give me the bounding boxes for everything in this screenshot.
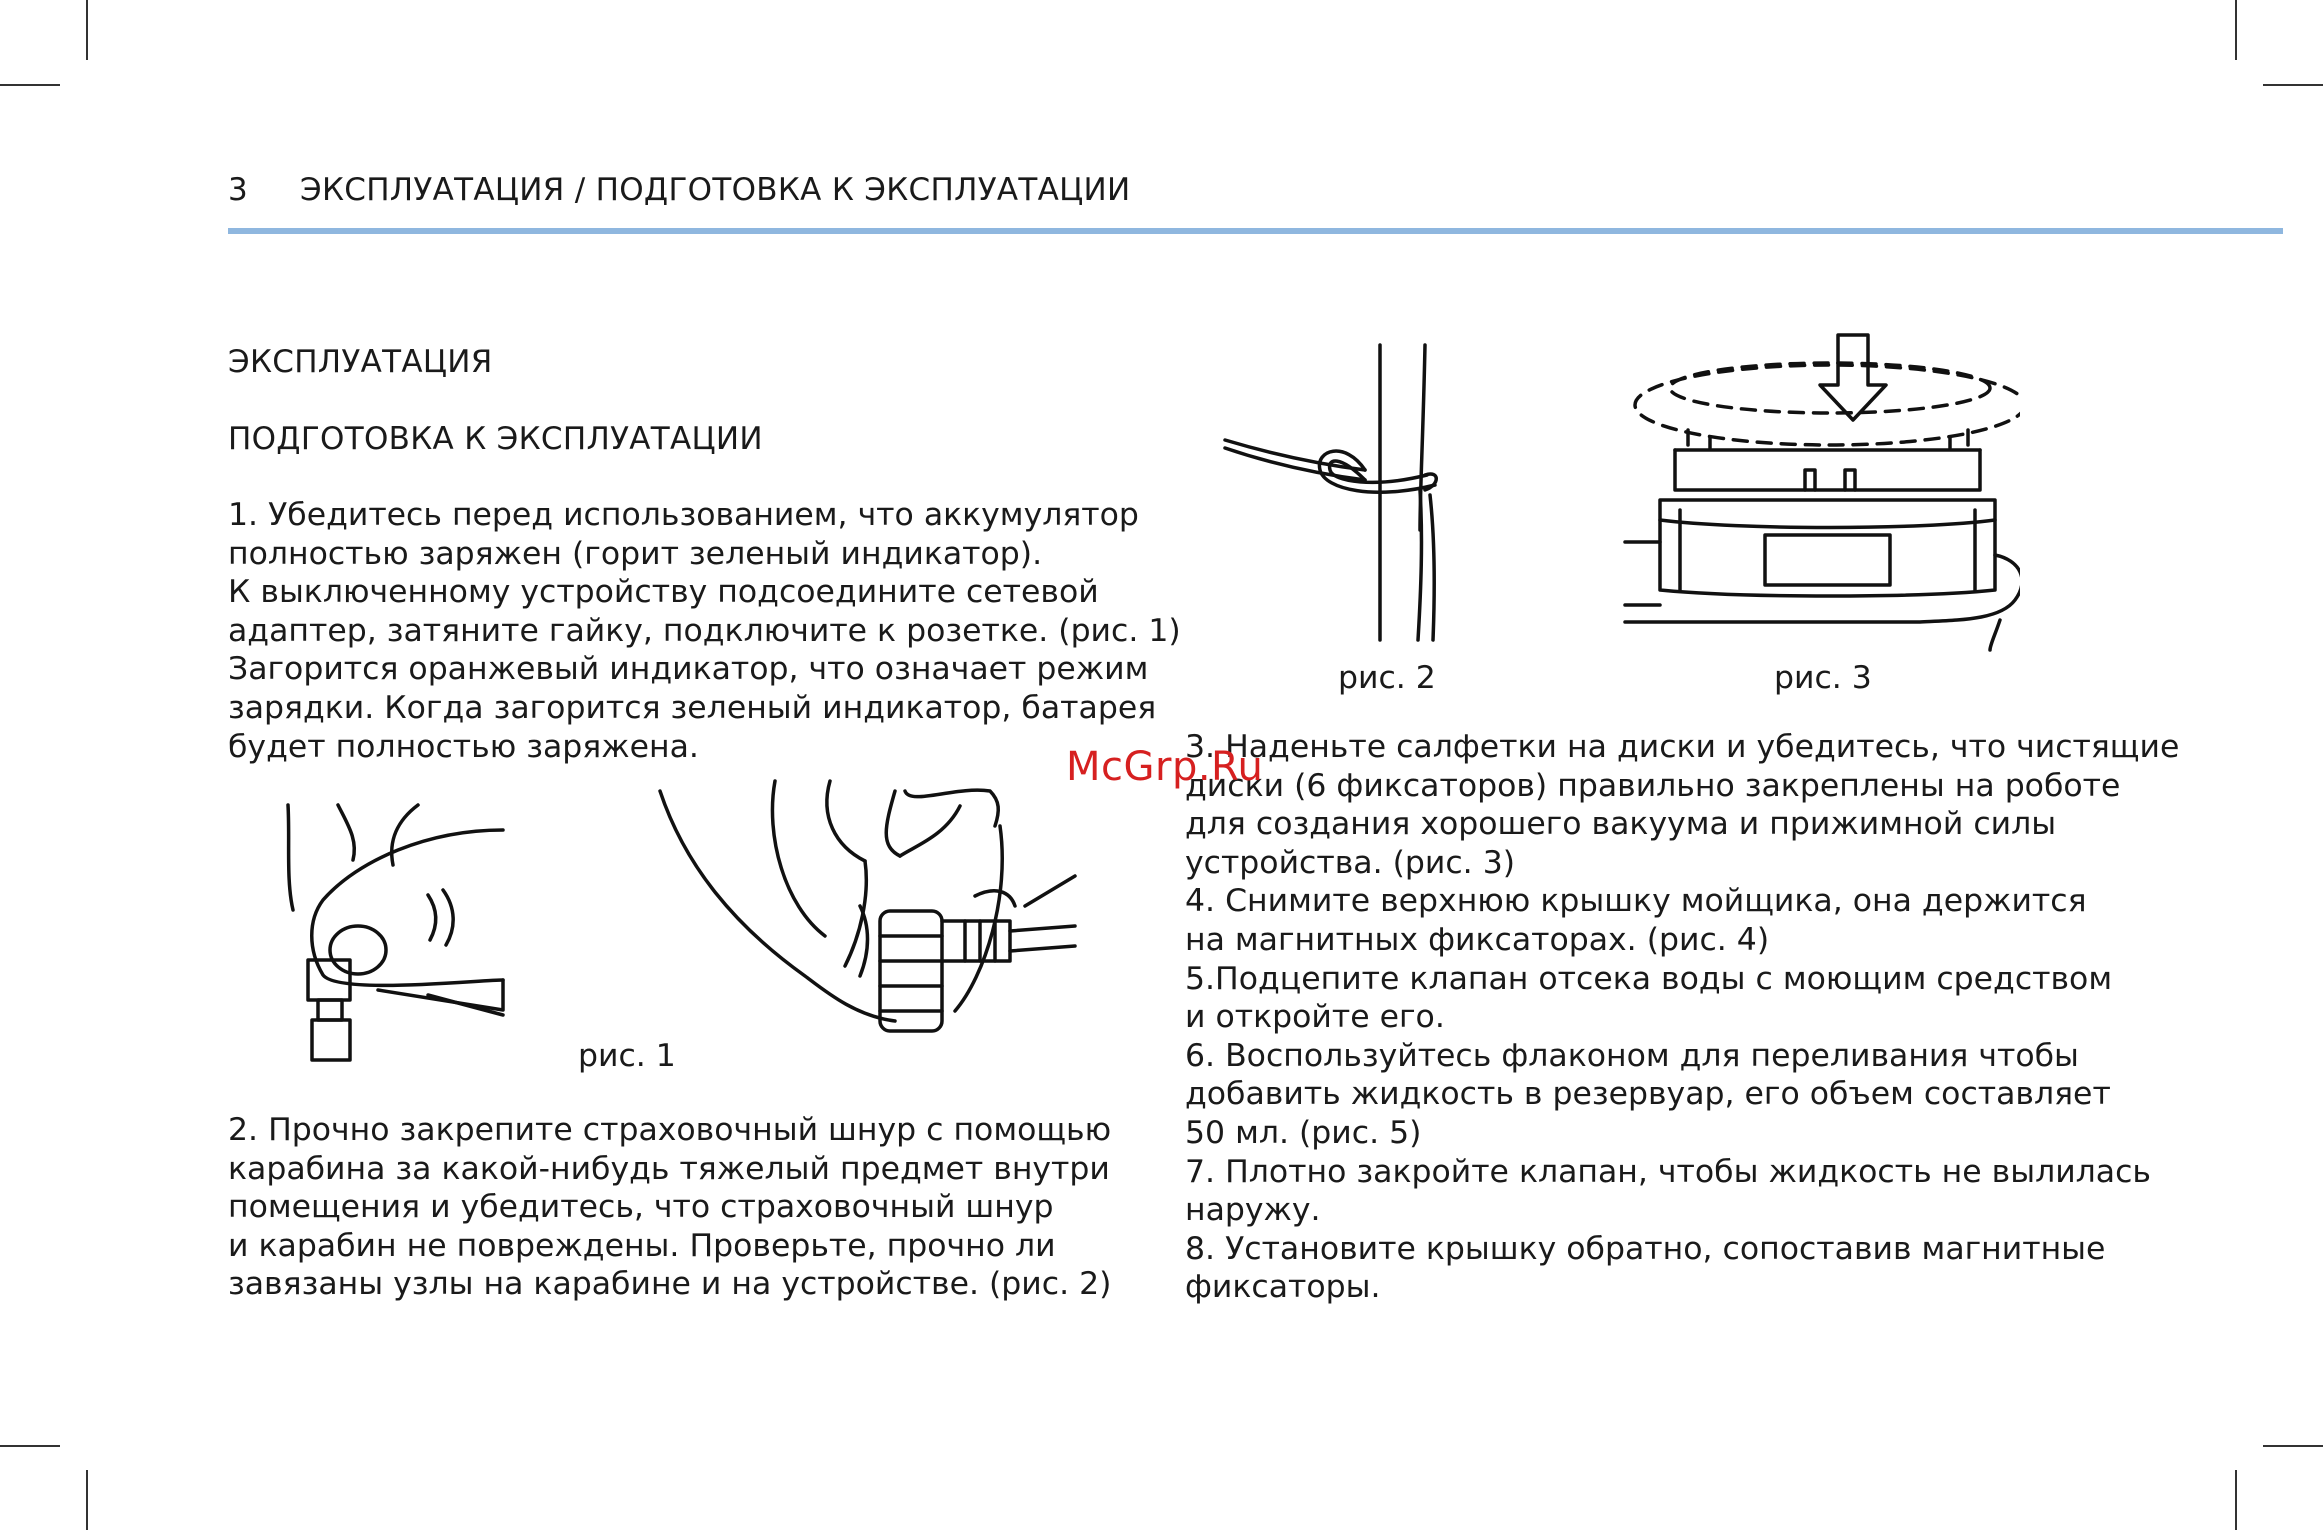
text-line: зарядки. Когда загорится зеленый индикатор, батарея <box>228 689 1157 726</box>
text-line: на магнитных фиксаторах. (рис. 4) <box>1185 921 1770 958</box>
page-header <box>228 172 1131 208</box>
crop-mark <box>2235 1470 2237 1530</box>
page-number: 3 <box>228 172 249 208</box>
text-line: адаптер, затяните гайку, подключите к розетке. (рис. 1) <box>228 612 1181 649</box>
crop-mark <box>86 0 88 60</box>
watermark: McGrp.Ru <box>1066 744 1264 790</box>
text-line: полностью заряжен (горит зеленый индикатор). <box>228 535 1043 572</box>
subsection-title: ПОДГОТОВКА К ЭКСПЛУАТАЦИИ <box>228 421 763 457</box>
steps-right-paragraph <box>1185 728 2179 1307</box>
header-rule <box>228 228 2283 234</box>
fig1-caption: рис. 1 <box>578 1038 676 1074</box>
fig3-caption: рис. 3 <box>1774 660 1872 696</box>
text-line: 1. Убедитесь перед использованием, что аккумулятор <box>228 497 1139 533</box>
text-line: 5.Подцепите клапан отсека воды с моющим средством <box>1185 960 2113 997</box>
fig2-knot-illustration <box>1215 340 1455 652</box>
fig2-caption: рис. 2 <box>1338 660 1436 696</box>
text-line: К выключенному устройству подсоедините сетевой <box>228 574 1099 611</box>
text-line: будет полностью заряжена. <box>228 728 699 765</box>
text-line: помещения и убедитесь, что страховочный шнур <box>228 1189 1054 1226</box>
text-line: устройства. (рис. 3) <box>1185 844 1516 881</box>
text-line: завязаны узлы на карабине и на устройстве. (рис. 2) <box>228 1266 1112 1303</box>
text-line: и карабин не повреждены. Проверьте, прочно ли <box>228 1227 1056 1264</box>
text-line: 4. Снимите верхнюю крышку мойщика, она держится <box>1185 883 2087 920</box>
section-title: ЭКСПЛУАТАЦИЯ <box>228 344 493 380</box>
text-line: добавить жидкость в резервуар, его объем составляет <box>1185 1076 2111 1113</box>
crop-mark <box>86 1470 88 1530</box>
fig1-plug-illustration <box>278 800 508 1070</box>
text-line: и откройте его. <box>1185 999 1445 1036</box>
crop-mark <box>2235 0 2237 60</box>
text-line: для создания хорошего вакуума и прижимной силы <box>1185 806 2057 843</box>
step2-paragraph <box>228 1111 1111 1304</box>
text-line: 7. Плотно закройте клапан, чтобы жидкость не вылилась <box>1185 1153 2151 1190</box>
header-title: ЭКСПЛУАТАЦИЯ / ПОДГОТОВКА К ЭКСПЛУАТАЦИИ <box>300 172 1131 208</box>
text-line: наружу. <box>1185 1192 1321 1229</box>
crop-mark <box>2263 84 2323 86</box>
text-line: карабина за какой-нибудь тяжелый предмет внутри <box>228 1150 1110 1187</box>
text-line: 6. Воспользуйтесь флаконом для переливания чтобы <box>1185 1037 2079 1074</box>
text-line: 3. Наденьте салфетки на диски и убедитесь, что чистящие <box>1185 729 2180 765</box>
crop-mark <box>0 1445 60 1447</box>
text-line: 50 мл. (рис. 5) <box>1185 1114 1422 1151</box>
text-line: диски (6 фиксаторов) правильно закреплены на роботе <box>1185 767 2121 804</box>
fig3-disk-illustration <box>1620 330 2020 652</box>
step1-paragraph <box>228 496 1181 766</box>
text-line: Загорится оранжевый индикатор, что означает режим <box>228 651 1149 688</box>
text-line: фиксаторы. <box>1185 1269 1381 1306</box>
crop-mark <box>0 84 60 86</box>
text-line: 2. Прочно закрепите страховочный шнур с помощью <box>228 1112 1112 1148</box>
text-line: 8. Установите крышку обратно, сопоставив магнитные <box>1185 1230 2106 1267</box>
fig1-connector-illustration <box>655 776 1080 1046</box>
crop-mark <box>2263 1445 2323 1447</box>
